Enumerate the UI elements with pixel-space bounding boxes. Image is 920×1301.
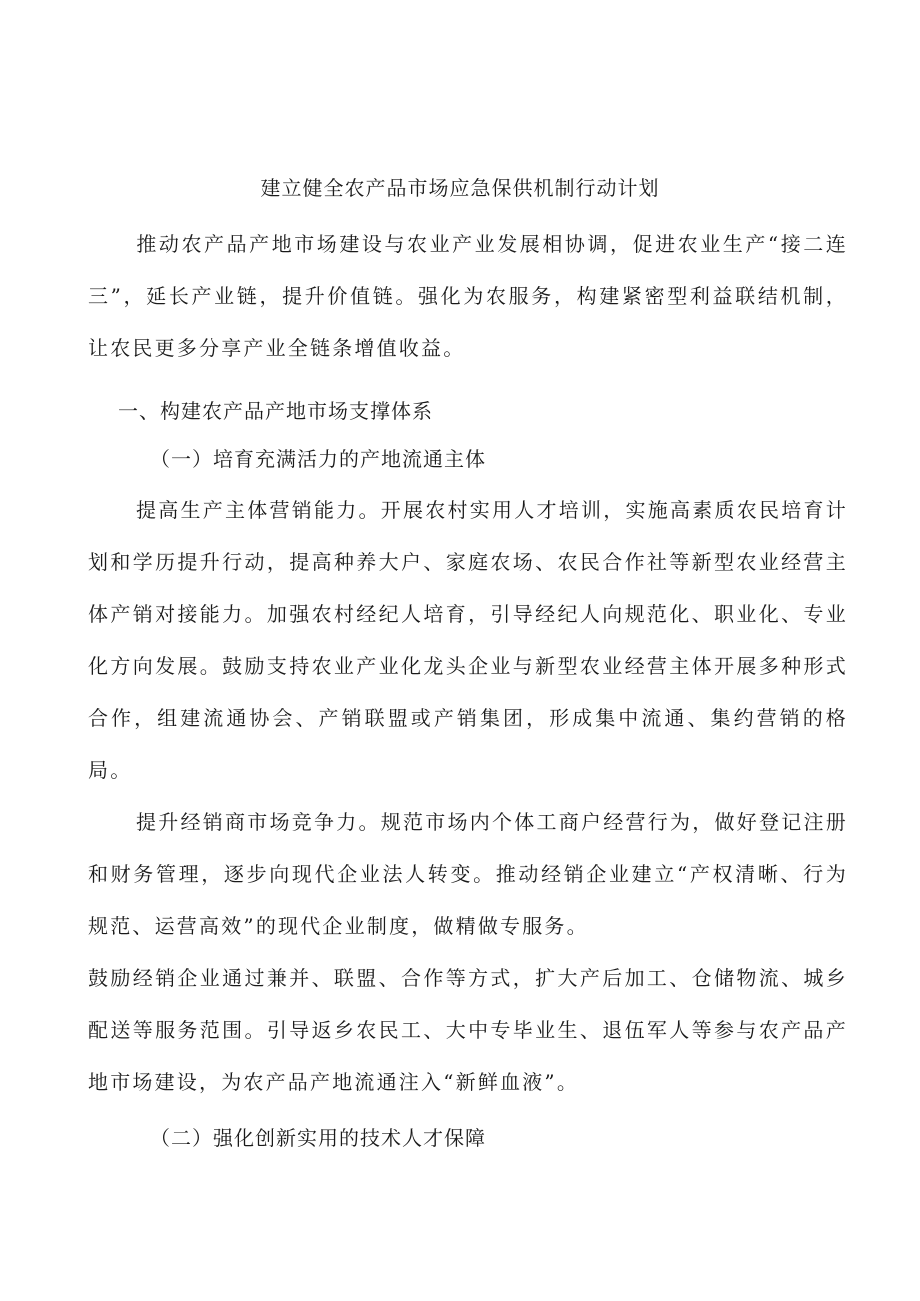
subsection-heading-1: （一）培育充满活力的产地流通主体 <box>150 447 486 471</box>
document-title: 建立健全农产品市场应急保供机制行动计划 <box>260 176 660 200</box>
body-paragraph-1-text: 提高生产主体营销能力。开展农村实用人才培训，实施高素质农民培育计划和学历提升行动，提高种养大户、家庭农场、农民合作社等新型农业经营主体产销对接能力。加强农村经纪人培育，引导经纪人向规范化、职业化、专业化方向发展。鼓励支持农业产业化龙头企业与新型农业经营主体开展多种形式合作，组建流通协会、产销联盟或产销集团，形成集中流通、集约营销的格局。 <box>88 498 848 782</box>
body-paragraph-3: 鼓励经销企业通过兼并、联盟、合作等方式，扩大产后加工、仓储物流、城乡配送等服务范围。引导返乡农民工、大中专毕业生、退伍军人等参与农产品产地市场建设，为农产品产地流通注入“新鲜血液”。 <box>88 966 848 1094</box>
body-paragraph-2-text: 提升经销商市场竞争力。规范市场内个体工商户经营行为，做好登记注册和财务管理，逐步向现代企业法人转变。推动经销企业建立“产权清晰、行为规范、运营高效”的现代企业制度，做精做专服务。 <box>88 810 848 938</box>
body-paragraph-2 <box>88 796 848 952</box>
intro-text: 推动农产品产地市场建设与农业产业发展相协调，促进农业生产“接二连三”，延长产业链，提升价值链。强化为农服务，构建紧密型利益联结机制，让农民更多分享产业全链条增值收益。 <box>88 232 848 360</box>
body-paragraph-1 <box>88 484 848 796</box>
section-heading-1: 一、构建农产品产地市场支撑体系 <box>118 399 433 423</box>
intro-paragraph <box>88 218 848 374</box>
subsection-heading-2: （二）强化创新实用的技术人才保障 <box>150 1126 486 1150</box>
